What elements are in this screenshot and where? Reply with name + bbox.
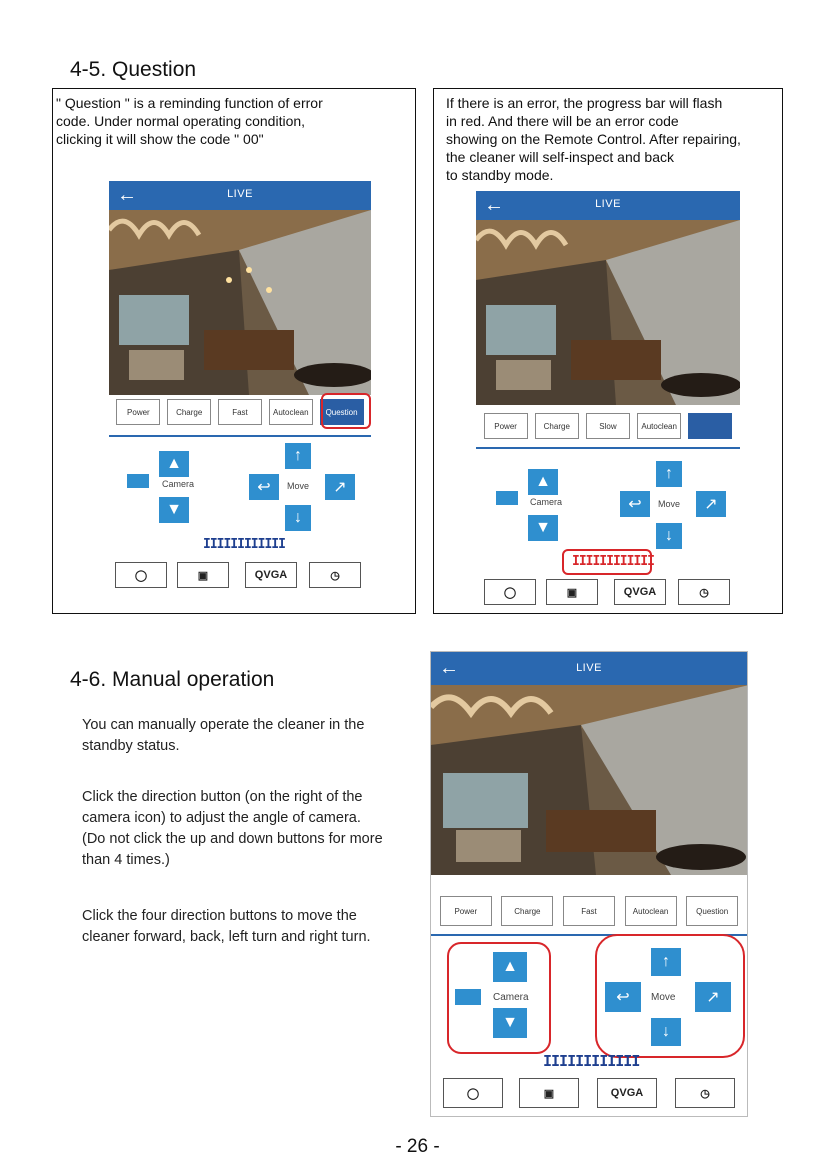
clock-icon[interactable]: ◷ — [678, 579, 730, 605]
camera-up-button[interactable]: ▲ — [159, 451, 189, 477]
autoclean-button[interactable]: Autoclean — [625, 896, 677, 926]
section-heading-manual: 4-6. Manual operation — [70, 668, 275, 691]
qvga-button[interactable]: QVGA — [597, 1078, 657, 1108]
live-camera-feed — [476, 220, 740, 405]
page-number: - 26 - — [395, 1136, 440, 1157]
power-button[interactable]: Power — [440, 896, 492, 926]
charge-button[interactable]: Charge — [535, 413, 579, 439]
camera-snapshot-icon[interactable]: ◯ — [115, 562, 167, 588]
fast-button[interactable]: Fast — [218, 399, 262, 425]
clock-icon[interactable]: ◷ — [309, 562, 361, 588]
power-button[interactable]: Power — [484, 413, 528, 439]
camera-down-button[interactable]: ▼ — [493, 1008, 527, 1038]
move-up-button[interactable]: ↑ — [656, 461, 682, 487]
live-camera-feed — [109, 210, 371, 395]
progress-bar-error: IIIIIIIIIIII — [572, 554, 654, 569]
autoclean-button[interactable]: Autoclean — [269, 399, 313, 425]
qvga-button[interactable]: QVGA — [245, 562, 297, 588]
qvga-button[interactable]: QVGA — [614, 579, 666, 605]
move-right-button[interactable]: ↗ — [696, 491, 726, 517]
arrow-left-icon[interactable]: ← — [117, 184, 137, 206]
power-button[interactable]: Power — [116, 399, 160, 425]
question-left-panel — [52, 88, 416, 614]
progress-bar: IIIIIIIIIIII — [543, 1052, 640, 1070]
question-right-panel — [433, 88, 783, 614]
slow-button[interactable]: Slow — [586, 413, 630, 439]
phone-screen-2 — [476, 191, 740, 613]
section-heading-question: 4-5. Question — [70, 58, 197, 81]
manual-paragraph-3: Click the four direction buttons to move the cleaner forward, back, left turn and right turn. — [82, 908, 371, 945]
move-left-button[interactable]: ↩ — [620, 491, 650, 517]
app-title-bar — [109, 181, 371, 210]
move-right-button[interactable]: ↗ — [695, 982, 731, 1012]
question-button[interactable]: Question — [320, 399, 364, 425]
divider — [476, 447, 740, 449]
divider — [109, 435, 371, 437]
app-title: LIVE — [576, 662, 602, 674]
move-label: Move — [651, 992, 676, 1003]
clock-icon[interactable]: ◷ — [675, 1078, 735, 1108]
move-down-button[interactable]: ↓ — [651, 1018, 681, 1046]
gamepad-icon[interactable]: ▣ — [519, 1078, 579, 1108]
mode-buttons — [476, 413, 740, 439]
move-left-button[interactable]: ↩ — [605, 982, 641, 1012]
progress-bar: IIIIIIIIIIII — [203, 537, 285, 552]
question-right-text: If there is an error, the progress bar will flash in red. And there will be an error code showing on the Remote Control. After repairing, the cleaner will self-inspect and back to standby mode. — [446, 95, 741, 183]
camera-label: Camera — [493, 992, 529, 1003]
highlight-frame — [321, 393, 371, 429]
arrow-left-icon[interactable]: ← — [484, 194, 504, 216]
manual-paragraph-1: You can manually operate the cleaner in the standby status. — [82, 717, 365, 754]
camera-up-button[interactable]: ▲ — [528, 469, 558, 495]
mode-buttons — [431, 896, 747, 926]
move-label: Move — [658, 499, 681, 509]
live-camera-feed — [431, 685, 748, 875]
move-up-button[interactable]: ↑ — [285, 443, 311, 469]
camera-icon — [455, 989, 481, 1005]
question-button[interactable]: Question — [686, 896, 738, 926]
camera-icon — [496, 491, 518, 505]
camera-label: Camera — [162, 479, 195, 489]
camera-up-button[interactable]: ▲ — [493, 952, 527, 982]
camera-down-button[interactable]: ▼ — [159, 497, 189, 523]
move-right-button[interactable]: ↗ — [325, 474, 355, 500]
arrow-left-icon[interactable]: ← — [439, 657, 459, 679]
charge-button[interactable]: Charge — [501, 896, 553, 926]
move-up-button[interactable]: ↑ — [651, 948, 681, 976]
camera-label: Camera — [530, 497, 563, 507]
charge-button[interactable]: Charge — [167, 399, 211, 425]
move-left-button[interactable]: ↩ — [249, 474, 279, 500]
move-down-button[interactable]: ↓ — [656, 523, 682, 549]
manual-paragraph-2: Click the direction button (on the right of the camera icon) to adjust the angle of camera. (Do not click the up and down buttons for more than 4 times.) — [82, 789, 383, 868]
question-button[interactable] — [688, 413, 732, 439]
autoclean-button[interactable]: Autoclean — [637, 413, 681, 439]
question-left-text: " Question " is a reminding function of error code. Under normal operating condition, clicking it will show the code " 00" — [56, 95, 323, 147]
move-label: Move — [287, 481, 310, 491]
app-title-bar — [476, 191, 740, 220]
fast-button[interactable]: Fast — [563, 896, 615, 926]
app-title: LIVE — [595, 198, 621, 210]
move-down-button[interactable]: ↓ — [285, 505, 311, 531]
gamepad-icon[interactable]: ▣ — [546, 579, 598, 605]
app-title-bar — [431, 652, 747, 685]
camera-snapshot-icon[interactable]: ◯ — [484, 579, 536, 605]
camera-icon — [127, 474, 149, 488]
camera-down-button[interactable]: ▼ — [528, 515, 558, 541]
phone-screen-3 — [430, 651, 748, 1117]
app-title: LIVE — [227, 188, 253, 200]
phone-screen-1 — [109, 181, 371, 613]
gamepad-icon[interactable]: ▣ — [177, 562, 229, 588]
camera-snapshot-icon[interactable]: ◯ — [443, 1078, 503, 1108]
